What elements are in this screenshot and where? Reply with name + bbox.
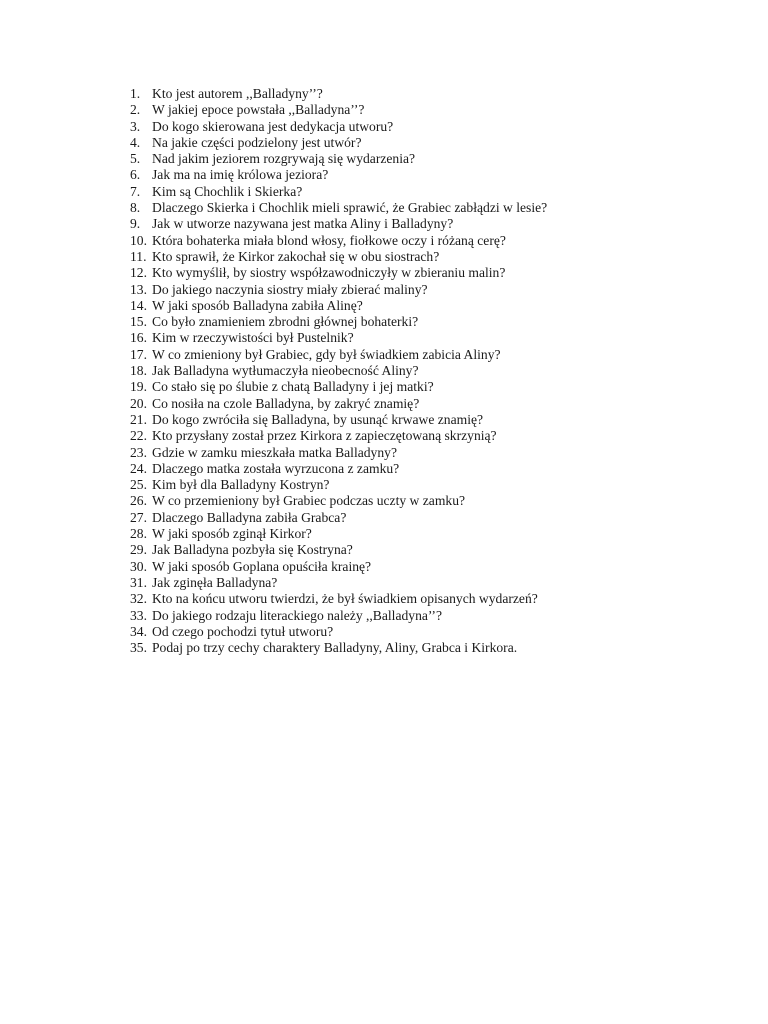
question-item xyxy=(130,347,547,363)
question-text: W jakiej epoce powstała ,,Balladyna’’? xyxy=(152,102,365,118)
question-number: 4. xyxy=(130,134,141,150)
question-text: Jak ma na imię królowa jeziora? xyxy=(152,167,329,183)
question-number: 3. xyxy=(130,118,141,134)
question-item xyxy=(130,363,547,379)
question-text: Do kogo skierowana jest dedykacja utworu? xyxy=(152,118,394,134)
question-number: 15. xyxy=(130,314,147,330)
question-item xyxy=(130,233,547,249)
question-number: 26. xyxy=(130,493,147,509)
question-item xyxy=(130,167,547,183)
question-number: 35. xyxy=(130,640,147,656)
question-item xyxy=(130,119,547,135)
question-item xyxy=(130,412,547,428)
question-item xyxy=(130,396,547,412)
question-text: Co było znamieniem zbrodni głównej bohaterki? xyxy=(152,314,419,330)
question-text: Kim są Chochlik i Skierka? xyxy=(152,183,303,199)
question-item xyxy=(130,461,547,477)
question-text: Kim był dla Balladyny Kostryn? xyxy=(152,477,330,493)
question-item xyxy=(130,151,547,167)
question-text: Jak zginęła Balladyna? xyxy=(152,574,278,590)
question-item xyxy=(130,102,547,118)
question-text: W co przemieniony był Grabiec podczas uczty w zamku? xyxy=(152,493,466,509)
question-text: Kto przysłany został przez Kirkora z zapieczętowaną skrzynią? xyxy=(152,428,497,444)
question-item xyxy=(130,608,547,624)
question-item xyxy=(130,135,547,151)
question-item xyxy=(130,477,547,493)
question-number: 22. xyxy=(130,428,147,444)
question-text: Kto sprawił, że Kirkor zakochał się w obu siostrach? xyxy=(152,248,440,264)
question-number: 24. xyxy=(130,460,147,476)
question-text: Kto na końcu utworu twierdzi, że był świadkiem opisanych wydarzeń? xyxy=(152,591,538,607)
question-item xyxy=(130,591,547,607)
question-item xyxy=(130,86,547,102)
question-text: Jak Balladyna wytłumaczyła nieobecność Aliny? xyxy=(152,363,419,379)
question-number: 1. xyxy=(130,86,141,101)
question-item xyxy=(130,298,547,314)
question-text: W jaki sposób Balladyna zabiła Alinę? xyxy=(152,297,363,313)
question-text: Nad jakim jeziorem rozgrywają się wydarzenia? xyxy=(152,151,416,167)
question-number: 23. xyxy=(130,444,147,460)
question-text: Na jakie części podzielony jest utwór? xyxy=(152,134,362,150)
question-number: 11. xyxy=(130,248,147,264)
question-number: 21. xyxy=(130,411,147,427)
question-number: 16. xyxy=(130,330,147,346)
question-number: 31. xyxy=(130,574,147,590)
question-item xyxy=(130,282,547,298)
question-list xyxy=(130,86,547,656)
question-text: Dlaczego Skierka i Chochlik mieli sprawić, że Grabiec zabłądzi w lesie? xyxy=(152,200,548,216)
question-number: 13. xyxy=(130,281,147,297)
question-text: Od czego pochodzi tytuł utworu? xyxy=(152,623,334,639)
question-text: Która bohaterka miała blond włosy, fiołkowe oczy i różaną cerę? xyxy=(152,232,506,248)
question-number: 20. xyxy=(130,395,147,411)
question-item xyxy=(130,640,547,656)
question-text: Kto jest autorem ,,Balladyny’’? xyxy=(152,86,323,101)
question-text: Do kogo zwróciła się Balladyna, by usunąć krwawe znamię? xyxy=(152,411,484,427)
question-item xyxy=(130,493,547,509)
question-number: 18. xyxy=(130,363,147,379)
question-text: Do jakiego naczynia siostry miały zbierać maliny? xyxy=(152,281,428,297)
question-item xyxy=(130,216,547,232)
question-number: 27. xyxy=(130,509,147,525)
question-item xyxy=(130,428,547,444)
question-number: 9. xyxy=(130,216,141,232)
question-number: 10. xyxy=(130,232,147,248)
question-number: 19. xyxy=(130,379,147,395)
question-item xyxy=(130,379,547,395)
question-text: W jaki sposób Goplana opuściła krainę? xyxy=(152,558,372,574)
question-number: 17. xyxy=(130,346,147,362)
question-text: W co zmieniony był Grabiec, gdy był świadkiem zabicia Aliny? xyxy=(152,346,501,362)
question-number: 7. xyxy=(130,183,141,199)
question-number: 14. xyxy=(130,297,147,313)
question-number: 33. xyxy=(130,607,147,623)
question-item xyxy=(130,559,547,575)
question-item xyxy=(130,575,547,591)
question-text: Jak Balladyna pozbyła się Kostryna? xyxy=(152,542,353,558)
question-number: 5. xyxy=(130,151,141,167)
question-item xyxy=(130,265,547,281)
question-item xyxy=(130,249,547,265)
question-number: 2. xyxy=(130,102,141,118)
question-item xyxy=(130,184,547,200)
question-number: 25. xyxy=(130,477,147,493)
question-item xyxy=(130,330,547,346)
question-number: 6. xyxy=(130,167,141,183)
question-number: 34. xyxy=(130,623,147,639)
question-text: Dlaczego matka została wyrzucona z zamku? xyxy=(152,460,400,476)
question-item xyxy=(130,200,547,216)
question-item xyxy=(130,445,547,461)
question-text: W jaki sposób zginął Kirkor? xyxy=(152,526,312,542)
question-text: Co nosiła na czole Balladyna, by zakryć znamię? xyxy=(152,395,420,411)
question-item xyxy=(130,526,547,542)
question-number: 32. xyxy=(130,591,147,607)
question-text: Do jakiego rodzaju literackiego należy ,,Balladyna’’? xyxy=(152,607,442,623)
question-number: 29. xyxy=(130,542,147,558)
question-text: Co stało się po ślubie z chatą Balladyny i jej matki? xyxy=(152,379,434,395)
question-item xyxy=(130,542,547,558)
question-number: 12. xyxy=(130,265,147,281)
question-number: 8. xyxy=(130,200,141,216)
question-text: Jak w utworze nazywana jest matka Aliny i Balladyny? xyxy=(152,216,454,232)
question-item xyxy=(130,314,547,330)
question-text: Kto wymyślił, by siostry współzawodniczyły w zbieraniu malin? xyxy=(152,265,506,281)
question-number: 28. xyxy=(130,526,147,542)
question-text: Dlaczego Balladyna zabiła Grabca? xyxy=(152,509,347,525)
question-item xyxy=(130,510,547,526)
question-number: 30. xyxy=(130,558,147,574)
question-text: Gdzie w zamku mieszkała matka Balladyny? xyxy=(152,444,397,460)
question-item xyxy=(130,624,547,640)
question-text: Podaj po trzy cechy charaktery Balladyny, Aliny, Grabca i Kirkora. xyxy=(152,640,518,656)
question-text: Kim w rzeczywistości był Pustelnik? xyxy=(152,330,354,346)
